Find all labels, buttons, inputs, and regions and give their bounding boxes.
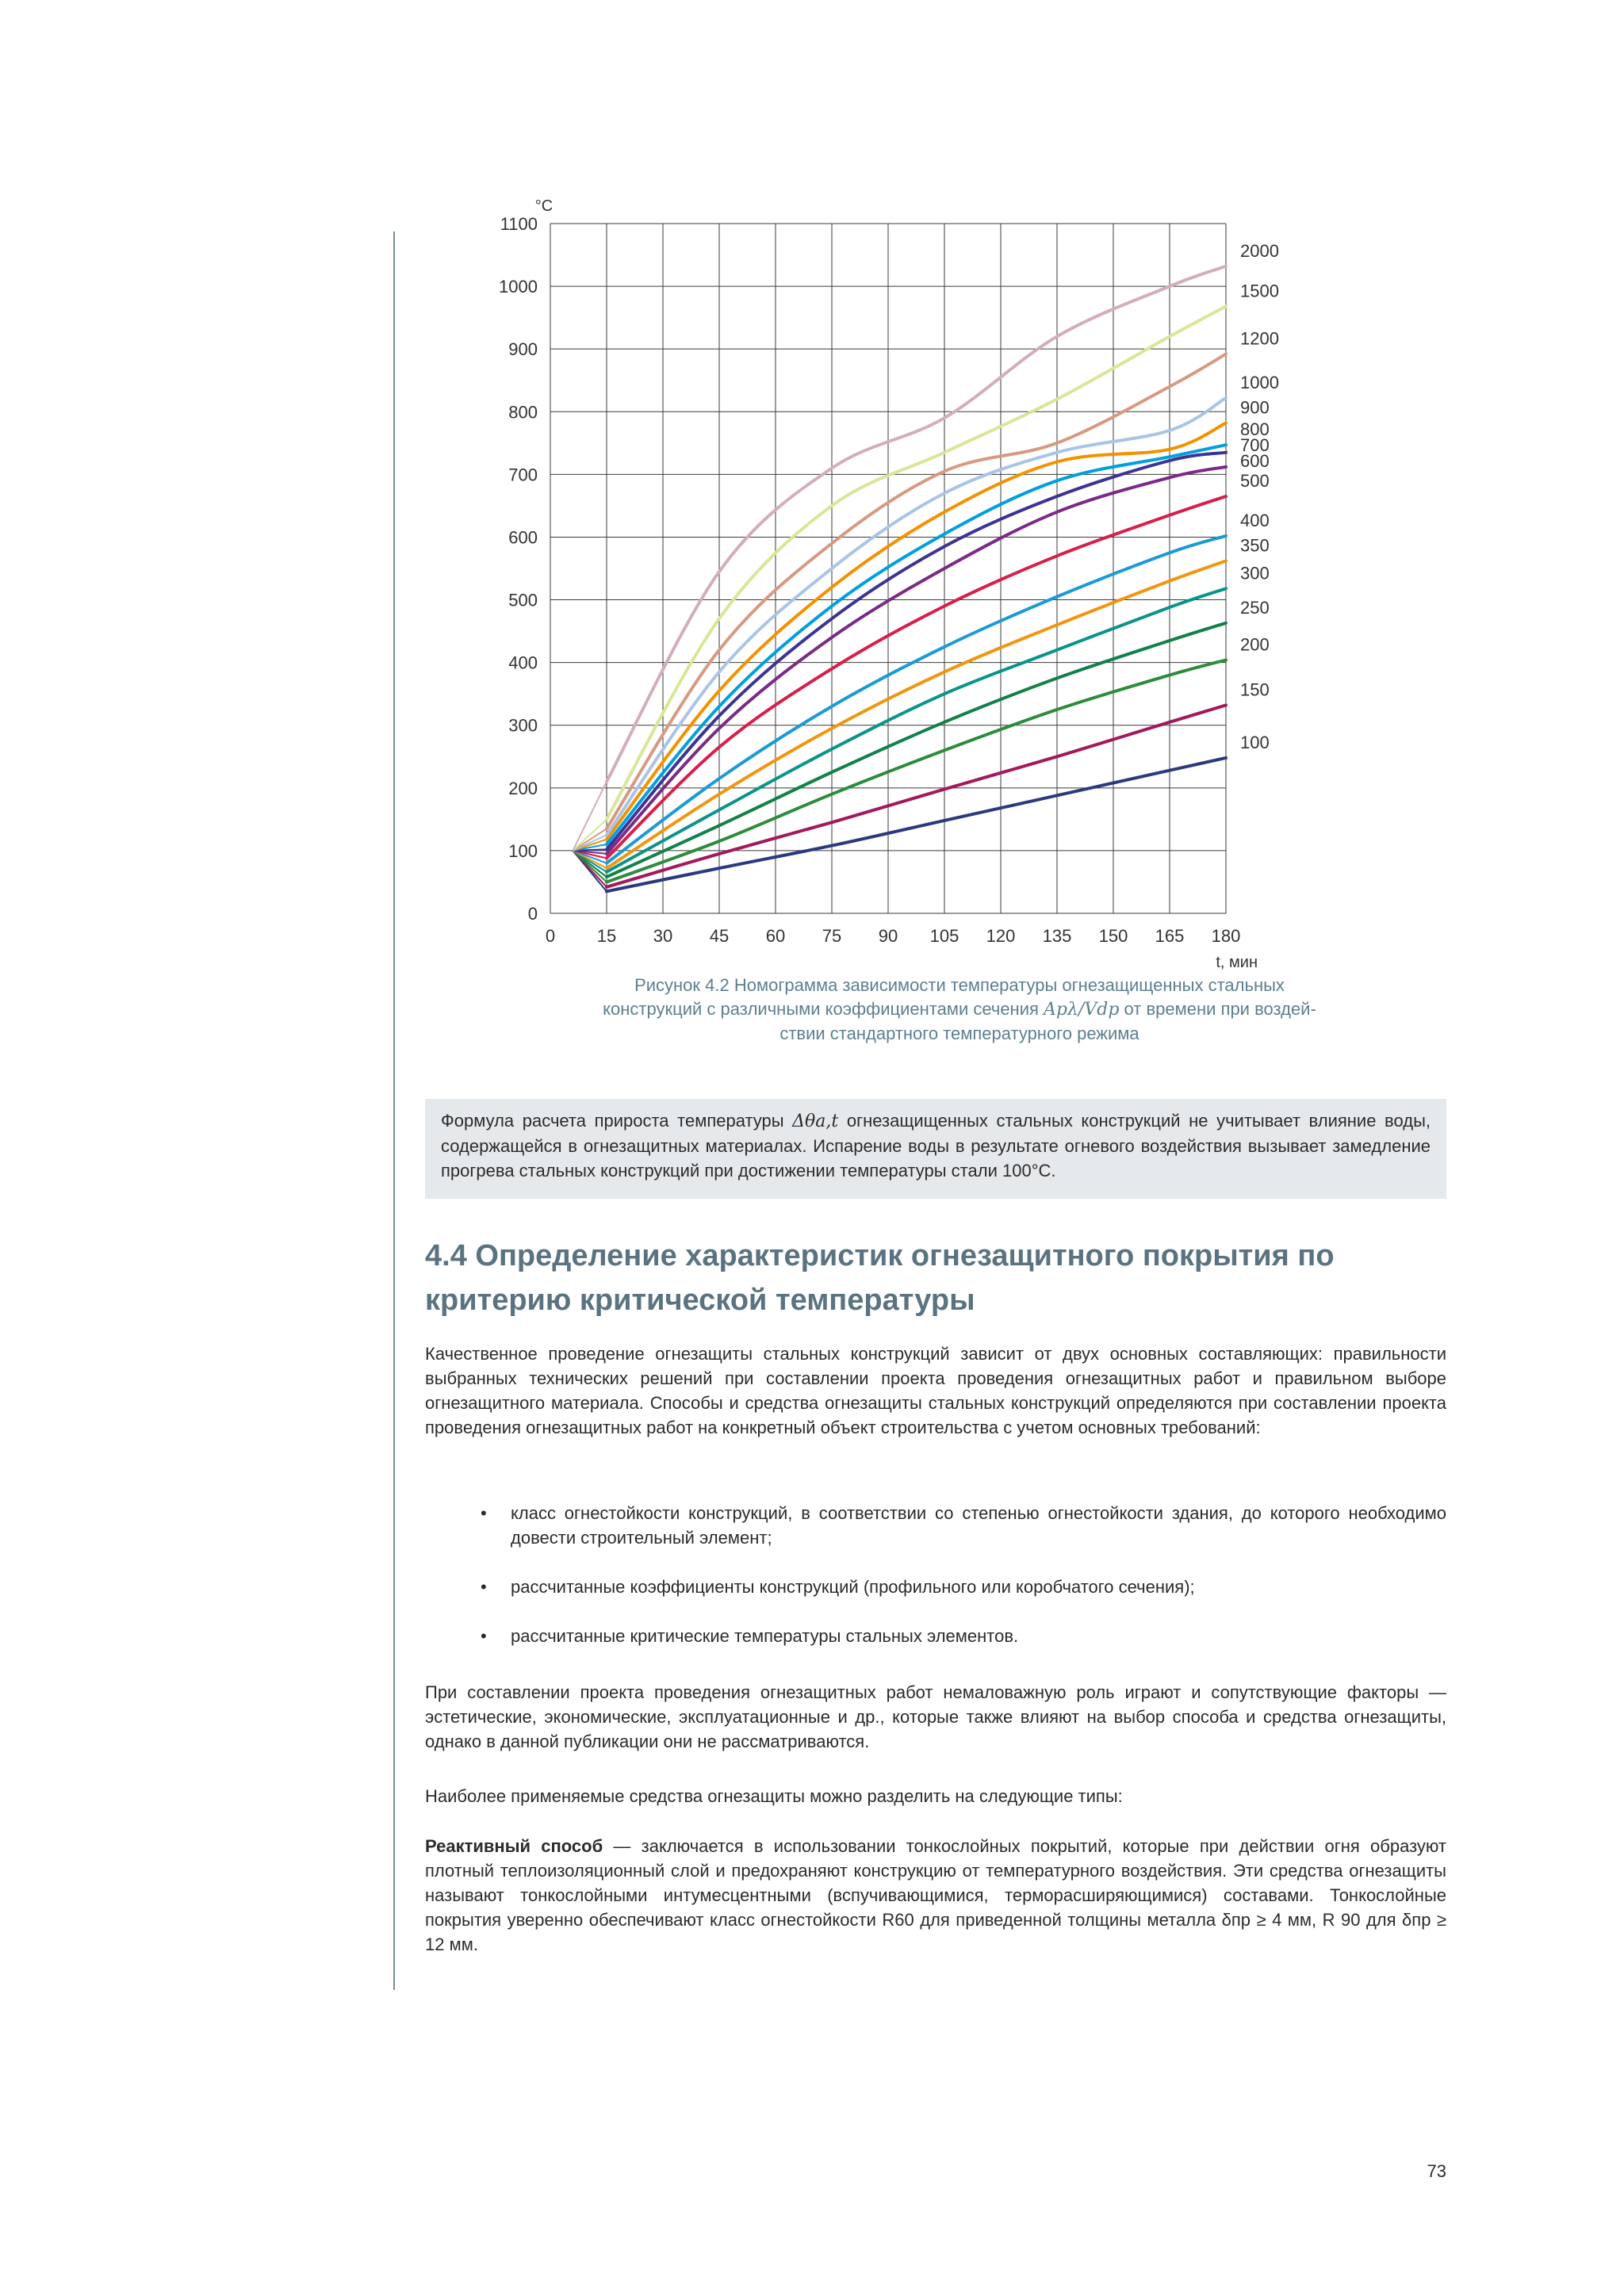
series-line — [607, 758, 1226, 891]
y-tick-label: 300 — [508, 715, 538, 736]
y-tick-label: 600 — [508, 527, 538, 548]
y-tick-label: 0 — [527, 904, 538, 924]
note-formula: Δθa,t — [792, 1112, 839, 1131]
nomogram-chart — [484, 182, 1435, 975]
x-tick-label: 45 — [709, 926, 730, 946]
series-line — [607, 705, 1226, 886]
y-tick-label: 700 — [508, 465, 538, 485]
x-tick-label: 90 — [878, 926, 898, 946]
x-tick-label: 180 — [1211, 926, 1241, 946]
caption-line-3: ствии стандартного температурного режима — [779, 1024, 1139, 1043]
list-item: • рассчитанные критические температуры стальных элементов. — [425, 1624, 1446, 1648]
x-tick-label: 120 — [986, 926, 1016, 946]
y-tick-label: 500 — [508, 590, 538, 610]
series-line — [607, 354, 1226, 829]
series-label: 500 — [1240, 471, 1270, 492]
series-label: 900 — [1240, 397, 1270, 418]
x-tick-label: 15 — [596, 926, 617, 946]
series-label: 100 — [1240, 732, 1270, 752]
x-tick-label: 150 — [1098, 926, 1128, 946]
series-line — [607, 266, 1226, 782]
y-tick-label: 200 — [508, 778, 538, 798]
series-label: 700 — [1240, 435, 1270, 456]
list-item: • рассчитанные коэффициенты конструкций (профильного или коробчатого сечения); — [425, 1575, 1446, 1599]
series-label: 350 — [1240, 535, 1270, 556]
page-number: 73 — [1427, 2161, 1446, 2181]
series-label: 1200 — [1240, 328, 1279, 349]
series-label: 150 — [1240, 679, 1270, 700]
x-tick-label: 0 — [545, 926, 556, 946]
series-line — [607, 660, 1226, 882]
x-axis-label: t, мин — [1216, 954, 1258, 971]
series-label: 1500 — [1240, 281, 1279, 301]
requirements-list — [425, 1501, 1446, 1648]
paragraph-4-term: Реактивный способ — [425, 1836, 603, 1856]
caption-line-1: Рисунок 4.2 Номограмма зависимости температуры огнезащищенных стальных — [634, 975, 1285, 995]
series-label: 1000 — [1240, 372, 1279, 392]
note-box — [425, 1099, 1446, 1199]
side-rule — [393, 232, 395, 1990]
series-label: 2000 — [1240, 240, 1279, 261]
paragraph-4-text: — заключается в использовании тонкослойных покрытий, которые при действии огня образуют плотный теплоизоляционный слой и предохраняют конструкцию от температурного воздействия. Эти средства огнезащиты называют тонкослойными интумесцентными (вспучивающимися, терморасширяющимися) составами. Тонкослойные покрытия уверенно обеспечивают класс огнестойкости R60 для приведенной толщины металла δпр ≥ 4 мм, R 90 для δпр ≥ 12 мм. — [425, 1836, 1447, 1954]
x-tick-label: 75 — [822, 926, 842, 946]
figure-caption — [547, 974, 1372, 1046]
y-tick-label: 800 — [508, 402, 538, 423]
y-axis-label: °C — [534, 197, 553, 215]
series-label: 400 — [1240, 510, 1270, 530]
x-tick-label: 30 — [653, 926, 673, 946]
caption-line-2 — [547, 997, 1372, 1022]
x-tick-label: 105 — [929, 926, 959, 946]
series-label: 800 — [1240, 419, 1270, 440]
series-label: 200 — [1240, 634, 1270, 655]
y-tick-label: 400 — [508, 652, 538, 673]
x-tick-label: 165 — [1155, 926, 1185, 946]
caption-line-2-end: от времени при воздей- — [1119, 999, 1316, 1019]
section-heading: 4.4 Определение характеристик огнезащитного покрытия по критерию критической температуры — [425, 1239, 1335, 1317]
paragraph-2: При составлении проекта проведения огнезащитных работ немаловажную роль играют и сопутствующие факторы — эстетические, экономические, эксплуатационные и др., которые также влияют на выбор способа и средства огнезащиты, однако в данной публикации они не рассматриваются. — [425, 1682, 1446, 1751]
y-tick-label: 1100 — [500, 214, 538, 234]
x-tick-label: 135 — [1042, 926, 1072, 946]
paragraph-1: Качественное проведение огнезащиты стальных конструкций зависит от двух основных составляющих: правильности выбранных технических решений при составлении проекта проведения огнезащитных работ и правильном выборе огнезащитного материала. Способы и средства огнезащиты стальных конструкций определяются при составлении проекта проведения огнезащитных работ на конкретный объект строительства с учетом основных требований: — [425, 1344, 1446, 1437]
note-text-end: огнезащищенных стальных конструкций не учитывает влияние воды, содержащейся в огнезащитных материалах. Испарение воды в результате огневого воздействия вызывает замедление прогрева стальных конструкций при достижении температуры стали 100°C. — [441, 1111, 1431, 1181]
x-tick-label: 60 — [765, 926, 786, 946]
caption-line-2-start: конструкций с различными коэффициентами сечения — [603, 999, 1044, 1019]
series-label: 600 — [1240, 451, 1270, 472]
caption-formula: Apλ/Vdp — [1044, 1000, 1120, 1020]
y-tick-label: 1000 — [499, 277, 538, 297]
note-text-start: Формула расчета прироста температуры — [441, 1111, 793, 1131]
series-label: 250 — [1240, 597, 1270, 618]
list-item: • класс огнестойкости конструкций, в соответствии со степенью огнестойкости здания, до которого необходимо довести строительный элемент; — [425, 1501, 1446, 1550]
series-line — [607, 445, 1226, 844]
y-tick-label: 900 — [508, 339, 538, 360]
paragraph-4 — [425, 1834, 1446, 1957]
y-tick-label: 100 — [508, 840, 538, 861]
paragraph-3: Наиболее применяемые средства огнезащиты можно разделить на следующие типы: — [425, 1786, 1123, 1806]
series-label: 300 — [1240, 563, 1270, 584]
